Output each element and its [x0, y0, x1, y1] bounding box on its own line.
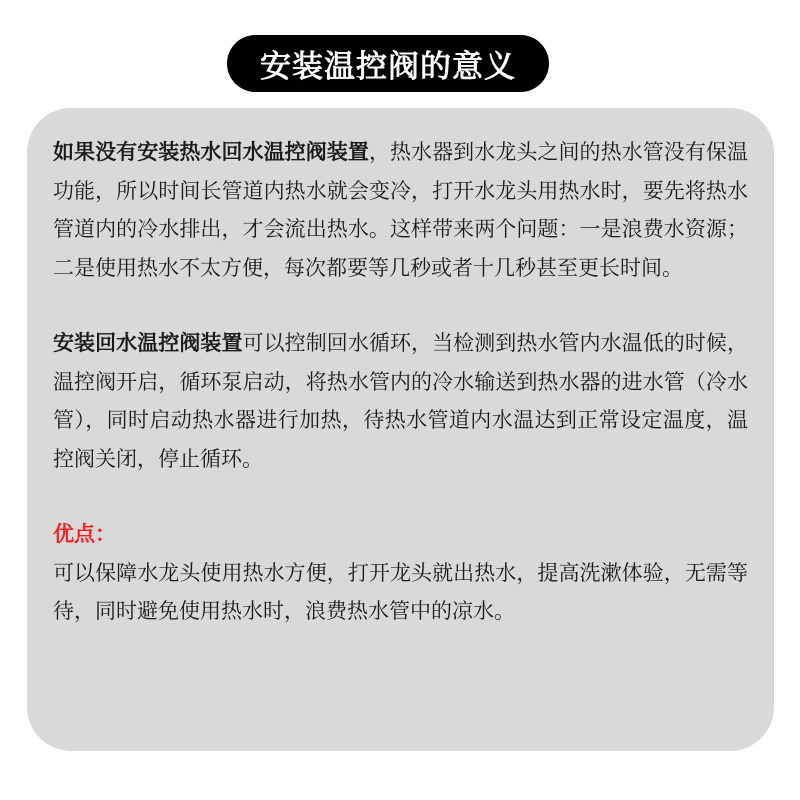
- paragraph-with-valve: [53, 324, 748, 478]
- advantages-heading: 优点：: [53, 522, 116, 546]
- page-title: [227, 35, 549, 92]
- paragraph-2-body: 可以控制回水循环，当检测到热水管内水温低的时候，温控阀开启，循环泵启动，将热水管内的冷水输送到热水器的进水管（冷水管），同时启动热水器进行加热，待热水管道内水温达到正常设定温度，温控阀关闭，停止循环。: [53, 331, 748, 471]
- content-card: [27, 108, 774, 751]
- paragraph-2-bold-lead: 安装回水温控阀装置: [53, 331, 243, 355]
- page-title-text: 安装温控阀的意义: [260, 49, 516, 85]
- paragraph-1-bold-lead: 如果没有安装热水回水温控阀装置: [53, 140, 369, 164]
- paragraph-1-body: ，热水器到水龙头之间的热水管没有保温功能，所以时间长管道内热水就会变冷，打开水龙头用热水时，要先将热水管道内的冷水排出，才会流出热水。这样带来两个问题：一是浪费水资源；二是使用热水不太方便，每次都要等几秒或者十几秒甚至更长时间。: [53, 140, 748, 280]
- paragraph-without-valve: [53, 133, 748, 287]
- advantages-text: 可以保障水龙头使用热水方便，打开龙头就出热水，提高洗漱体验，无需等待，同时避免使用热水时，浪费热水管中的凉水。: [53, 560, 748, 623]
